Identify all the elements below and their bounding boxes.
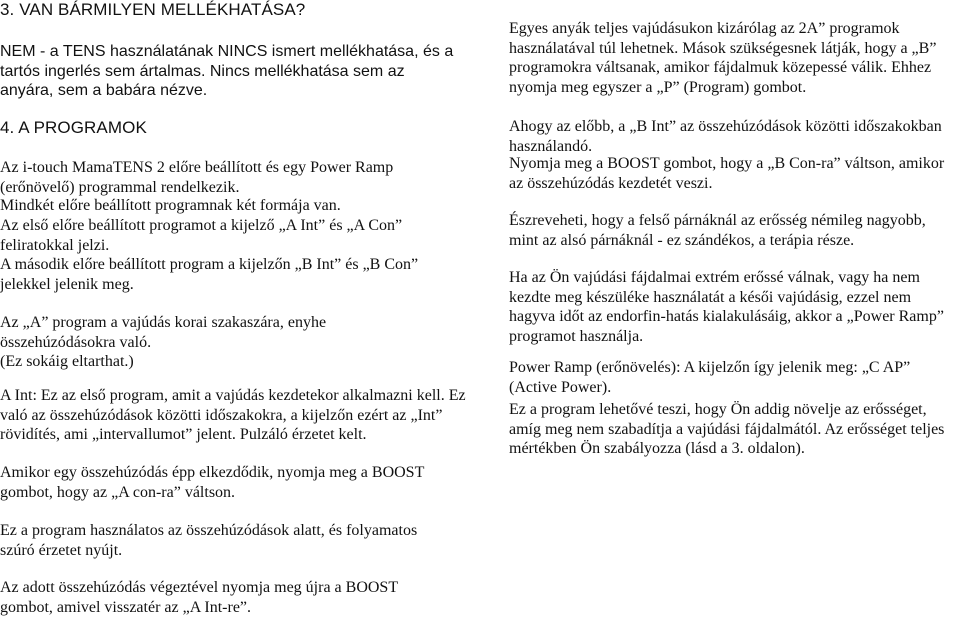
after-contraction-text: Az adott összehúzódás végeztével nyomja meg újra a BOOST gombot, amivel visszatér az „A Int-re”. bbox=[0, 579, 398, 616]
second-program-text: A második előre beállított program a kijelzőn „B Int” és „B Con” jelekkel jelenik meg. bbox=[0, 256, 419, 293]
right-paragraph-6b: Ez a program lehetővé teszi, hogy Ön addig növelje az erősséget, amíg meg nem szabadítja a vajúdási fájdalmától. Az erősséget teljes mértékben Ön szabályozza (lásd a 3. oldalon). bbox=[509, 401, 945, 457]
programs-intro: Az i-touch MamaTENS 2 előre beállított és egy Power Ramp (erőnövelő) programmal rendelkezik. bbox=[0, 159, 394, 196]
a-program-note: (Ez sokáig eltarthat.) bbox=[0, 353, 134, 370]
right-paragraph-2: Ahogy az előbb, a „B Int” az összehúzódások közötti időszakokban használandó. bbox=[509, 118, 942, 155]
a-int-text: A Int: Ez az első program, amit a vajúdás kezdetekor alkalmazni kell. Ez való az összehúzódások közötti időszakokra, a kijelzőn ezért az „Int” rövidítés, ami „intervallumot” jelent. Pulzáló érzetet kelt. bbox=[0, 387, 466, 443]
right-paragraph-3: Nyomja meg a BOOST gombot, hogy a „B Con-ra” váltson, amikor az összehúzódás kezdetét veszi. bbox=[509, 155, 945, 192]
during-contraction-text: Ez a program használatos az összehúzódások alatt, és folyamatos szúró érzetet nyújt. bbox=[0, 522, 418, 559]
right-paragraph-6a: Power Ramp (erőnövelés): A kijelzőn így jelenik meg: „C AP” (Active Power). bbox=[509, 359, 911, 396]
right-paragraph-5: Ha az Ön vajúdási fájdalmai extrém erőssé válnak, vagy ha nem kezdte meg készüléke használatát a késői vajúdásig, ezzel nem hagyva időt az endorfin-hatás kialakulásáig, akkor a „Power Ramp” programot használja. bbox=[509, 269, 944, 345]
right-paragraph-1: Egyes anyák teljes vajúdásukon kizárólag az 2A” programok használatával túl lehetnek. Mások szükségesnek látják, hogy a „B” programokra váltsanak, amikor fájdalmuk közepessé válik. Ehhez nyomja meg egyszer a „P” (Program) gombot. bbox=[509, 20, 937, 96]
first-program-text: Az első előre beállított programot a kijelző „A Int” és „A Con” feliratokkal jelzi. bbox=[0, 217, 403, 254]
right-paragraph-4: Észreveheti, hogy a felső párnáknál az erősség némileg nagyobb, mint az alsó párnáknál - ez szándékos, a terápia része. bbox=[509, 212, 926, 249]
boost-text: Amikor egy összehúzódás épp elkezdődik, nyomja meg a BOOST gombot, hogy az „A con-ra” váltson. bbox=[0, 464, 425, 501]
programs-form-line: Mindkét előre beállított programnak két formája van. bbox=[0, 197, 341, 214]
section-4-heading: 4. A PROGRAMOK bbox=[0, 118, 147, 137]
a-program-text: Az „A” program a vajúdás korai szakaszára, enyhe összehúzódásokra való. bbox=[0, 314, 327, 351]
section-3-paragraph: NEM - a TENS használatának NINCS ismert mellékhatása, és a tartós ingerlés sem ártalmas. Nincs mellékhatása sem az anyára, sem a babára nézve. bbox=[0, 43, 454, 99]
section-3-heading: 3. VAN BÁRMILYEN MELLÉKHATÁSA? bbox=[0, 0, 306, 19]
